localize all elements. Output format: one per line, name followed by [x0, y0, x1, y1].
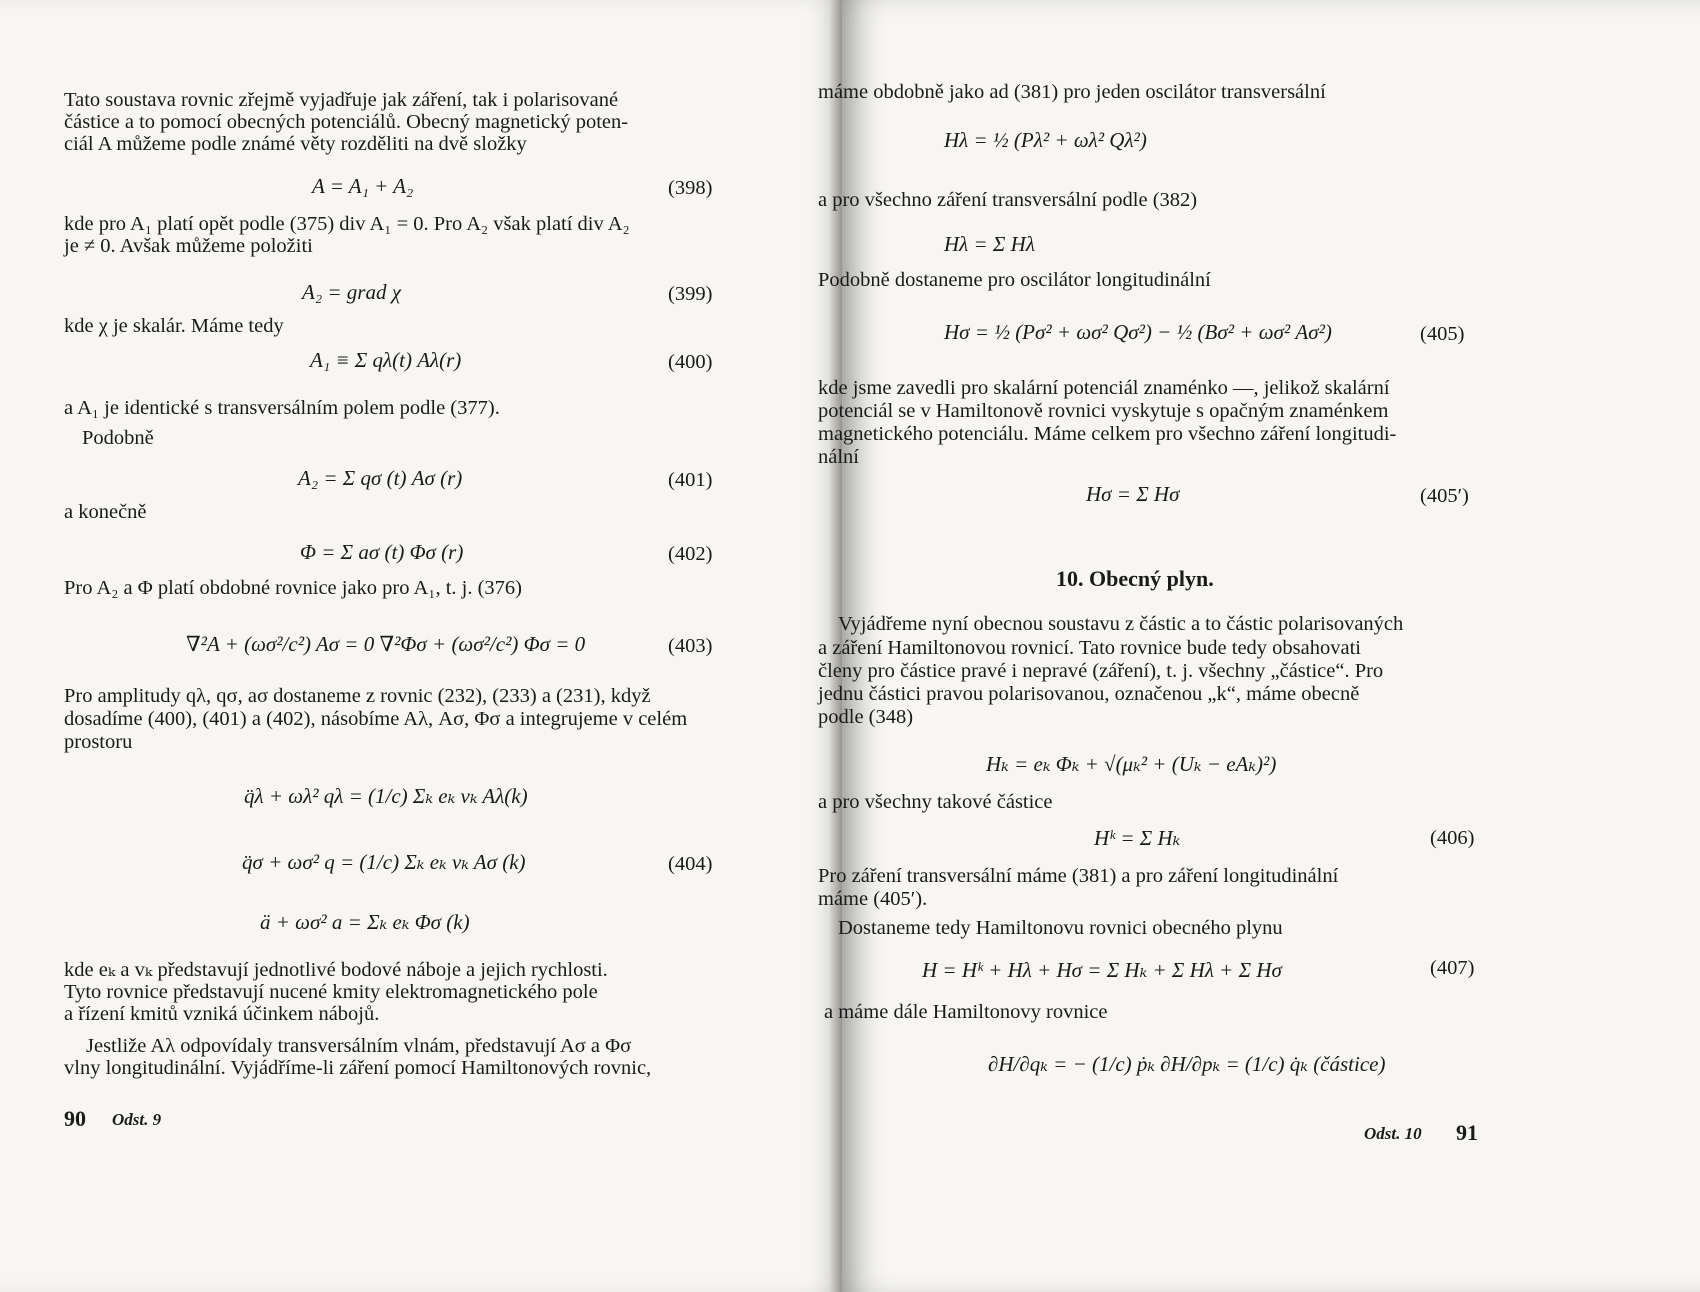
- text-line: a máme dále Hamiltonovy rovnice: [824, 1001, 1108, 1023]
- equation: Hλ = Σ Hλ: [944, 232, 1035, 256]
- right-page: [818, 0, 1700, 1292]
- equation: Hₖ = eₖ Φₖ + √(μₖ² + (Uₖ − eAₖ)²): [986, 752, 1277, 776]
- equation: ∂H/∂qₖ = − (1/c) ṗₖ ∂H/∂pₖ = (1/c) q̇ₖ (částice): [988, 1052, 1386, 1076]
- text-line: Jestliže Aλ odpovídaly transversálním vlnám, představují Aσ a Φσ: [86, 1035, 632, 1057]
- text-line: Vyjádřeme nyní obecnou soustavu z částic a to částic polarisovaných: [838, 613, 1404, 635]
- text-line: Pro A₂ a Φ platí obdobné rovnice jako pro A₁, t. j. (376): [64, 577, 522, 599]
- text-line: potenciál se v Hamiltonově rovnici vyskytuje s opačným znaménkem: [818, 400, 1389, 422]
- equation: ∇²A + (ωσ²/c²) Aσ = 0 ∇²Φσ + (ωσ²/c²) Φσ = 0: [186, 632, 586, 656]
- equation-number: (407): [1430, 957, 1475, 979]
- equation-number: (401): [668, 469, 713, 491]
- text-line: a konečně: [64, 501, 147, 523]
- equation: A = A₁ + A₂: [312, 174, 414, 198]
- text-line: členy pro částice pravé i nepravé (záření), t. j. všechny „částice“. Pro: [818, 660, 1384, 682]
- text-line: Dostaneme tedy Hamiltonovu rovnici obecného plynu: [838, 917, 1283, 939]
- equation: A₁ ≡ Σ qλ(t) Aλ(r): [310, 348, 462, 372]
- equation: Hλ = ½ (Pλ² + ωλ² Qλ²): [944, 128, 1147, 152]
- equation: Φ = Σ aσ (t) Φσ (r): [300, 540, 464, 564]
- section-marker: Odst. 10: [1364, 1124, 1422, 1143]
- equation: Hσ = ½ (Pσ² + ωσ² Qσ²) − ½ (Bσ² + ωσ² Aσ²): [944, 320, 1332, 344]
- text-line: Tato soustava rovnic zřejmě vyjadřuje jak záření, tak i polarisované: [64, 89, 619, 111]
- equation-number: (406): [1430, 827, 1475, 849]
- equation-number: (405): [1420, 323, 1465, 345]
- equation-number: (399): [668, 283, 713, 305]
- text-line: ciál A můžeme podle známé věty rozděliti na dvě složky: [64, 133, 527, 155]
- equation-number: (405′): [1420, 485, 1469, 507]
- text-line: Podobně dostaneme pro oscilátor longitudinální: [818, 269, 1211, 291]
- text-line: máme (405′).: [818, 888, 928, 910]
- text-line: a řízení kmitů vzniká účinkem nábojů.: [64, 1003, 380, 1025]
- text-line: máme obdobně jako ad (381) pro jeden oscilátor transversální: [818, 81, 1326, 103]
- equation-number: (403): [668, 635, 713, 657]
- section-marker: Odst. 9: [112, 1110, 162, 1129]
- text-line: magnetického potenciálu. Máme celkem pro všechno záření longitudi-: [818, 423, 1397, 445]
- text-line: a pro všechny takové částice: [818, 791, 1053, 813]
- equation-number: (400): [668, 351, 713, 373]
- text-line: podle (348): [818, 706, 914, 728]
- text-line: Pro amplitudy qλ, qσ, aσ dostaneme z rovnic (232), (233) a (231), když: [64, 685, 651, 707]
- text-line: částice a to pomocí obecných potenciálů. Obecný magnetický poten-: [64, 111, 629, 133]
- equation: q̈σ + ωσ² q = (1/c) Σₖ eₖ vₖ Aσ (k): [242, 850, 526, 874]
- text-line: kde pro A₁ platí opět podle (375) div A₁ = 0. Pro A₂ však platí div A₂: [64, 213, 630, 235]
- text-line: a záření Hamiltonovou rovnicí. Tato rovnice bude tedy obsahovati: [818, 637, 1361, 659]
- page-number: 91: [1456, 1120, 1478, 1145]
- page-number: 90: [64, 1106, 86, 1131]
- section-heading: 10. Obecný plyn.: [1056, 566, 1214, 591]
- text-line: dosadíme (400), (401) a (402), násobíme Aλ, Aσ, Φσ a integrujeme v celém: [64, 708, 688, 730]
- text-line: kde eₖ a vₖ představují jednotlivé bodové náboje a jejich rychlosti.: [64, 959, 608, 981]
- text-line: kde χ je skalár. Máme tedy: [64, 315, 284, 337]
- equation: Hᵏ = Σ Hₖ: [1094, 826, 1181, 850]
- equation: A₂ = Σ qσ (t) Aσ (r): [298, 466, 463, 490]
- equation: ä + ωσ² a = Σₖ eₖ Φσ (k): [260, 910, 470, 934]
- equation: H = Hᵏ + Hλ + Hσ = Σ Hₖ + Σ Hλ + Σ Hσ: [922, 958, 1282, 982]
- equation-number: (404): [668, 853, 713, 875]
- equation: A₂ = grad χ: [302, 280, 401, 304]
- text-line: prostoru: [64, 731, 133, 753]
- text-line: kde jsme zavedli pro skalární potenciál znaménko —, jelikož skalární: [818, 377, 1390, 399]
- text-line: a pro všechno záření transversální podle (382): [818, 189, 1198, 211]
- text-line: jednu částici pravou polarisovanou, označenou „k“, máme obecně: [818, 683, 1360, 705]
- text-line: Tyto rovnice představují nucené kmity elektromagnetického pole: [64, 981, 598, 1003]
- text-line: a A₁ je identické s transversálním polem podle (377).: [64, 397, 500, 419]
- equation: Hσ = Σ Hσ: [1086, 482, 1180, 506]
- equation-number: (398): [668, 177, 713, 199]
- equation-number: (402): [668, 543, 713, 565]
- text-line: Podobně: [82, 427, 154, 449]
- text-line: vlny longitudinální. Vyjádříme-li záření pomocí Hamiltonových rovnic,: [64, 1057, 652, 1079]
- text-line: nální: [818, 446, 859, 468]
- text-line: je ≠ 0. Avšak můžeme položiti: [64, 235, 313, 257]
- text-line: Pro záření transversální máme (381) a pro záření longitudinální: [818, 865, 1339, 887]
- left-page: [0, 0, 842, 1292]
- equation: q̈λ + ωλ² qλ = (1/c) Σₖ eₖ vₖ Aλ(k): [244, 784, 528, 808]
